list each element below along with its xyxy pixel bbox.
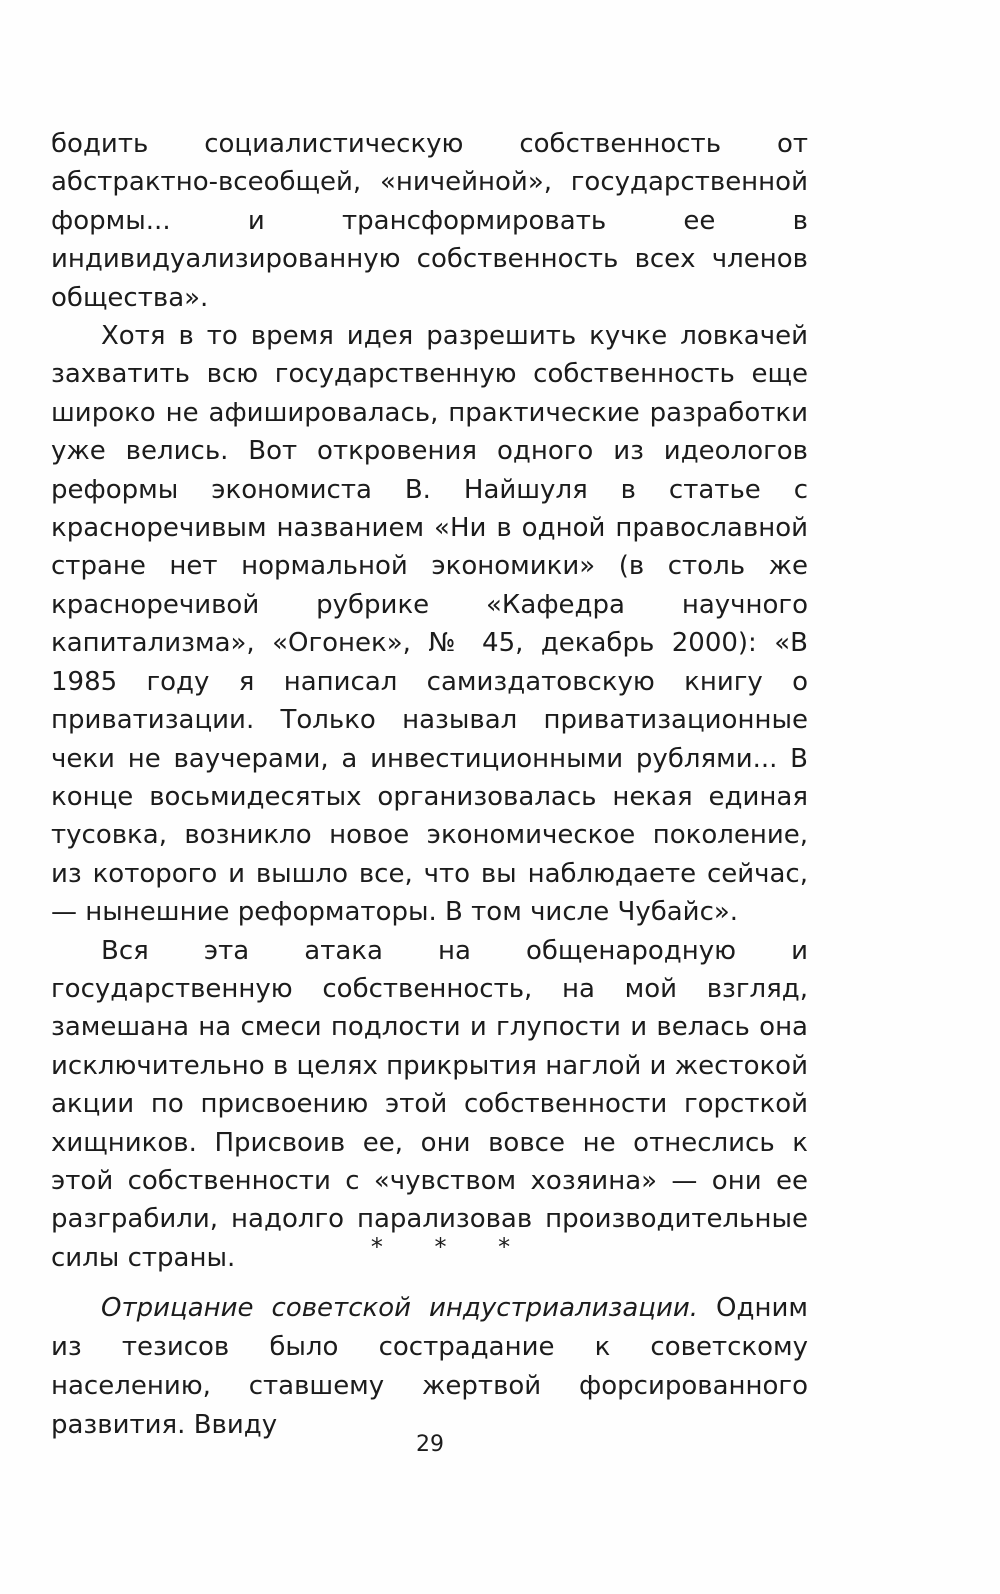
paragraph-naishul-quote: Хотя в то время идея разрешить кучке ловкачей захватить всю государственную собственность еще широко не афишировалась, практические разработки уже велись. Вот откровения одного из идеологов реформы экономиста В. Найшуля в статье с красноречивым названием «Ни в одной православной стране нет нормальной экономики» (в столь же красноречивой рубрике «Кафедра научного капитализма», «Огонек», № 45, декабрь 2000): «В 1985 году я написал самиздатовскую книгу о приватизации. Только называл приватизационные чеки не ваучерами, а инвестиционными рублями... В конце восьмидесятых организовалась некая единая тусовка, возникло новое экономическое поколение, из которого и вышло все, что вы наблюдаете сейчас,— нынешние реформаторы. В том числе Чубайс». (51, 321, 808, 928)
page-number: 29 (416, 1432, 444, 1457)
section-divider: * * * (370, 1233, 533, 1261)
body-text (51, 125, 808, 1277)
paragraph-industrialization (51, 1289, 808, 1445)
paragraph-property-attack: Вся эта атака на общенародную и государственную собственность, на мой взгляд, замешана на смеси подлости и глупости и велась она исключительно в целях прикрытия наглой и жестокой акции по присвоению этой собственности горсткой хищников. Присвоив ее, они вовсе не отнеслись к этой собственности с «чувством хозяина» — они ее разграбили, надолго парализовав производительные силы страны. (51, 935, 808, 1273)
section-text (51, 1289, 808, 1445)
paragraph-continuation: бодить социалистическую собственность от абстрактно-всеобщей, «ничейной», государственной формы... и трансформировать ее в индивидуализированную собственность всех членов общества». (51, 129, 808, 313)
section-body: Одним из тезисов было сострадание к советскому населению, ставшему жертвой форсированного развития. Ввиду (51, 1293, 808, 1440)
section-italic-lead: Отрицание советской индустриализации. (101, 1293, 699, 1323)
